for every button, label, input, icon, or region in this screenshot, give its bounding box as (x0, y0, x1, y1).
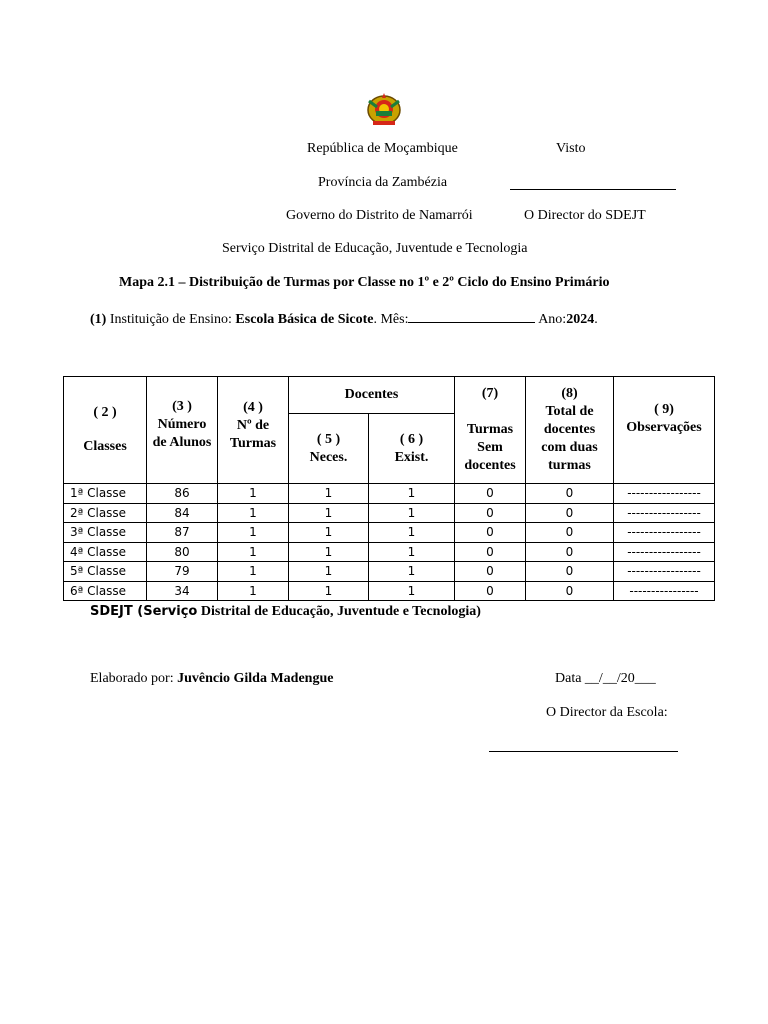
header-turmas-sem-docentes: (7) Turmas Sem docentes (455, 377, 526, 484)
cell-exist: 1 (369, 562, 455, 582)
header-numero-turmas: (4 ) Nº de Turmas (218, 377, 289, 484)
table-row (64, 542, 715, 562)
cell-turmas: 1 (218, 503, 289, 523)
director-signature-line (489, 737, 678, 752)
cell-sem-docentes: 0 (455, 484, 526, 504)
cell-alunos: 86 (147, 484, 218, 504)
date-field: Data __/__/20___ (555, 671, 656, 686)
cell-alunos: 80 (147, 542, 218, 562)
cell-duas-turmas: 0 (526, 562, 614, 582)
cell-turmas: 1 (218, 484, 289, 504)
country-name: República de Moçambique (307, 141, 458, 156)
elaborado-label: Elaborado por: (90, 671, 178, 686)
cell-duas-turmas: 0 (526, 581, 614, 601)
cell-exist: 1 (369, 581, 455, 601)
cell-observacoes: ----------------- (614, 484, 715, 504)
cell-classe: 3ª Classe (64, 523, 147, 543)
cell-duas-turmas: 0 (526, 484, 614, 504)
cell-turmas: 1 (218, 581, 289, 601)
district-name: Governo do Distrito de Namarrói (286, 208, 473, 223)
cell-alunos: 79 (147, 562, 218, 582)
header-numero-alunos: (3 ) Número de Alunos (147, 377, 218, 484)
visto-signature-line (510, 175, 676, 190)
header-docentes: Docentes (289, 377, 455, 414)
cell-exist: 1 (369, 542, 455, 562)
cell-neces: 1 (289, 503, 369, 523)
cell-neces: 1 (289, 523, 369, 543)
cell-exist: 1 (369, 484, 455, 504)
cell-observacoes: ----------------- (614, 542, 715, 562)
page-title: Mapa 2.1 – Distribuição de Turmas por Classe no 1º e 2º Ciclo do Ensino Primário (119, 275, 610, 290)
cell-observacoes: ----------------- (614, 562, 715, 582)
cell-duas-turmas: 0 (526, 523, 614, 543)
header-observacoes: ( 9) Observações (614, 377, 715, 484)
institution-name: Escola Básica de Sicote (235, 312, 374, 327)
cell-turmas: 1 (218, 562, 289, 582)
cell-neces: 1 (289, 581, 369, 601)
mes-label: . Mês: (373, 312, 409, 327)
cell-sem-docentes: 0 (455, 503, 526, 523)
ano-value: 2024 (566, 312, 595, 327)
cell-alunos: 84 (147, 503, 218, 523)
cell-exist: 1 (369, 523, 455, 543)
cell-neces: 1 (289, 562, 369, 582)
cell-turmas: 1 (218, 523, 289, 543)
institution-number: (1) (90, 312, 107, 327)
cell-classe: 2ª Classe (64, 503, 147, 523)
director-escola-label: O Director da Escola: (546, 705, 668, 720)
table-row (64, 523, 715, 543)
cell-duas-turmas: 0 (526, 503, 614, 523)
cell-observacoes: ---------------- (614, 581, 715, 601)
cell-classe: 5ª Classe (64, 562, 147, 582)
cell-exist: 1 (369, 503, 455, 523)
cell-observacoes: ----------------- (614, 523, 715, 543)
table-row (64, 581, 715, 601)
table-row (64, 503, 715, 523)
cell-classe: 4ª Classe (64, 542, 147, 562)
table-row (64, 484, 715, 504)
cell-turmas: 1 (218, 542, 289, 562)
sdejt-abbr: SDEJT (Serviço (90, 604, 198, 619)
cell-duas-turmas: 0 (526, 542, 614, 562)
cell-classe: 1ª Classe (64, 484, 147, 504)
institution-line (90, 310, 598, 328)
header-exist: ( 6 ) Exist. (369, 414, 455, 484)
header-total-docentes-duas-turmas: (8) Total de docentes com duas turmas (526, 377, 614, 484)
ano-label: Ano: (535, 312, 567, 327)
elaborado-name: Juvêncio Gilda Madengue (177, 671, 334, 686)
cell-sem-docentes: 0 (455, 523, 526, 543)
cell-alunos: 87 (147, 523, 218, 543)
visto-label: Visto (556, 141, 586, 156)
cell-neces: 1 (289, 542, 369, 562)
sdejt-expansion: Distrital de Educação, Juventude e Tecnologia) (197, 604, 481, 619)
mozambique-coat-of-arms-icon (361, 91, 407, 127)
institution-end: . (594, 312, 598, 327)
cell-neces: 1 (289, 484, 369, 504)
elaborado-line (90, 671, 333, 687)
distribution-table (63, 376, 715, 601)
cell-observacoes: ----------------- (614, 503, 715, 523)
cell-sem-docentes: 0 (455, 581, 526, 601)
cell-classe: 6ª Classe (64, 581, 147, 601)
sdejt-footnote (90, 604, 481, 620)
cell-sem-docentes: 0 (455, 562, 526, 582)
header-classes: ( 2 ) Classes (64, 377, 147, 484)
table-row (64, 562, 715, 582)
service-name: Serviço Distrital de Educação, Juventude e Tecnologia (222, 241, 528, 256)
director-sdejt-label: O Director do SDEJT (524, 208, 646, 223)
cell-sem-docentes: 0 (455, 542, 526, 562)
cell-alunos: 34 (147, 581, 218, 601)
mes-blank-line (408, 310, 535, 323)
institution-label: Instituição de Ensino: (106, 312, 236, 327)
header-neces: ( 5 ) Neces. (289, 414, 369, 484)
province-name: Província da Zambézia (318, 175, 448, 190)
